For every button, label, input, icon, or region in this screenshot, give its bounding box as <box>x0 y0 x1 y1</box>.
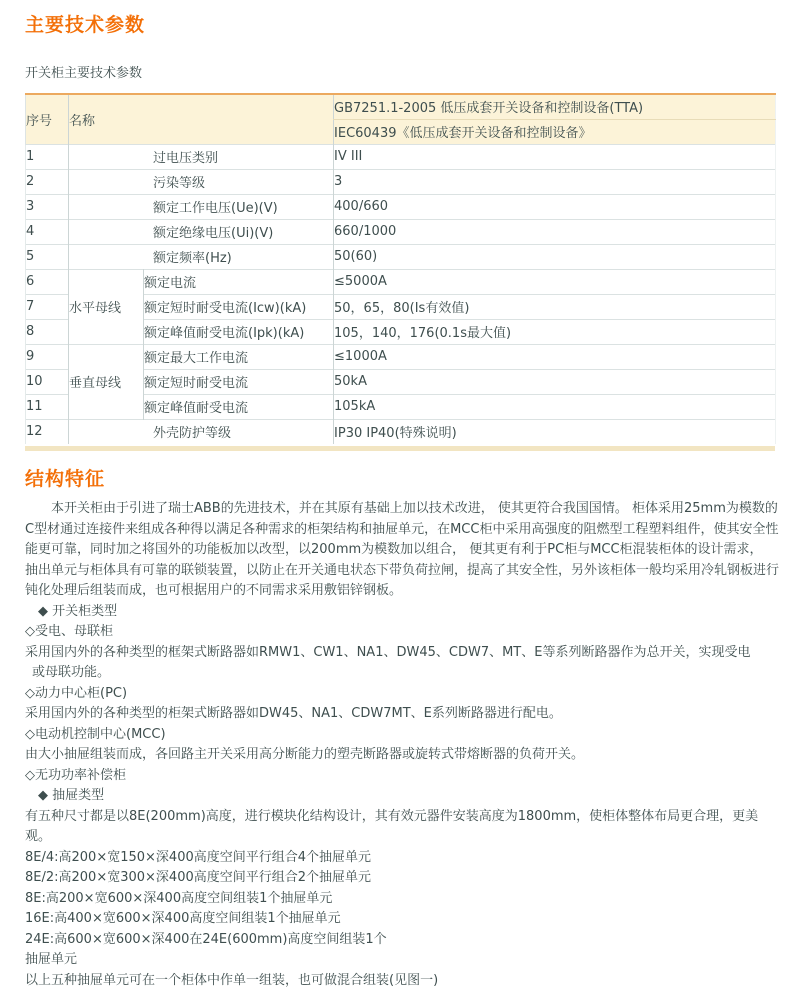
table-row <box>26 194 776 219</box>
page <box>0 14 800 991</box>
feature-line: 抽出单元与柜体具有可靠的联锁装置，以防止在开关通电状态下带负荷拉闸，提高了其安全性，另外该柜体一般均采用冷轧钢板进行 <box>25 562 780 578</box>
cell-no: 11 <box>26 394 69 419</box>
feature-line: 8E/2:高200×宽300×深400高度空间平行组合2个抽屉单元 <box>25 870 372 885</box>
cell-no: 12 <box>26 419 69 444</box>
feature-line: C型材通过连接件来组成各种得以满足各种需求的柜架结构和抽屉单元，在MCC柜中采用高强度的阻燃型工程塑料组件，使其安全性 <box>25 521 779 537</box>
cell-name: 额定最大工作电流 <box>144 344 334 369</box>
header-standard-iec: IEC60439《低压成套开关设备和控制设备》 <box>334 119 776 144</box>
cell-no: 7 <box>26 294 69 319</box>
table-body <box>26 144 776 444</box>
table-caption: 开关柜主要技术参数 <box>25 66 143 81</box>
header-no: 序号 <box>26 94 69 144</box>
feature-line: 以上五种抽屉单元可在一个柜体中作单一组装，也可做混合组装(见图一) <box>25 972 439 988</box>
cell-no: 10 <box>26 369 69 394</box>
cell-value: 660/1000 <box>334 219 776 244</box>
section2-title: 结构特征 <box>25 468 106 490</box>
cell-no: 6 <box>26 269 69 294</box>
feature-line: ◆ 开关柜类型 <box>38 603 118 619</box>
cell-value: ≤1000A <box>334 344 776 369</box>
cell-name: 额定峰值耐受电流(Ipk)(kA) <box>144 319 334 344</box>
feature-line: 16E:高400×宽600×深400高度空间组装1个抽屉单元 <box>25 911 341 926</box>
features-body <box>25 499 780 991</box>
cell-value: 400/660 <box>334 194 776 219</box>
cell-no: 8 <box>26 319 69 344</box>
cell-no: 5 <box>26 244 69 269</box>
feature-line: 由大小抽屉组装而成，各回路主开关采用高分断能力的塑壳断路器或旋转式带熔断器的负荷开关。 <box>25 747 585 762</box>
cell-value: 105kA <box>334 394 776 419</box>
cell-name: 污染等级 <box>69 169 334 194</box>
cell-no: 3 <box>26 194 69 219</box>
cell-no: 1 <box>26 144 69 169</box>
table-bottom-band <box>25 446 775 451</box>
feature-line: ◇无功功率补偿柜 <box>25 767 126 783</box>
cell-value: 3 <box>334 169 776 194</box>
section1-title: 主要技术参数 <box>25 14 146 36</box>
feature-line: 有五种尺寸都是以8E(200mm)高度，进行模块化结构设计，其有效元器件安装高度为1800mm，使柜体整体布局更合理，更美 <box>25 808 759 824</box>
cell-name: 额定绝缘电压(Ui)(V) <box>69 219 334 244</box>
feature-line: 能更可靠，同时加之将国外的功能板加以改型，以200mm为模数加以组合， 便其更有利于PC柜与MCC柜混装柜体的设计需求， <box>25 542 763 557</box>
params-table <box>25 93 776 444</box>
feature-line: 8E/4:高200×宽150×深400高度空间平行组合4个抽屉单元 <box>25 849 372 865</box>
feature-line: ◇电动机控制中心(MCC) <box>25 726 166 742</box>
feature-line: 采用国内外的各种类型的柜架式断路器如DW45、NA1、CDW7MT、E系列断路器进行配电。 <box>25 706 562 721</box>
table-row <box>26 269 776 294</box>
cell-name: 额定短时耐受电流 <box>144 369 334 394</box>
cell-no: 9 <box>26 344 69 369</box>
feature-line: 抽屉单元 <box>25 952 78 967</box>
cell-no: 4 <box>26 219 69 244</box>
cell-value: 50kA <box>334 369 776 394</box>
cell-group: 垂直母线 <box>69 344 144 419</box>
cell-value: ≤5000A <box>334 269 776 294</box>
feature-line: 采用国内外的各种类型的框架式断路器如RMW1、CW1、NA1、DW45、CDW7、MT、E等系列断路器作为总开关，实现受电 <box>25 644 751 660</box>
feature-line: ◇受电、母联柜 <box>25 624 113 639</box>
cell-name: 外壳防护等级 <box>69 419 334 444</box>
table-row <box>26 169 776 194</box>
table-row <box>26 344 776 369</box>
cell-name: 额定短时耐受电流(Icw)(kA) <box>144 294 334 319</box>
feature-line: 8E:高200×宽600×深400高度空间组装1个抽屉单元 <box>25 890 333 906</box>
feature-line: 钝化处理后组装而成，也可根据用户的不同需求采用敷铝锌钢板。 <box>25 583 403 598</box>
table-row <box>26 419 776 444</box>
cell-name: 额定峰值耐受电流 <box>144 394 334 419</box>
cell-value: IP30 IP40(特殊说明) <box>334 419 776 444</box>
feature-line: ◆ 抽屉类型 <box>38 788 105 803</box>
cell-name: 额定电流 <box>144 269 334 294</box>
feature-line: 观。 <box>25 829 52 844</box>
feature-line: 本开关柜由于引进了瑞士ABB的先进技术，并在其原有基础上加以技术改进， 使其更符合我国国情。 柜体采用25mm为模数的 <box>51 501 778 516</box>
cell-value: 50(60) <box>334 244 776 269</box>
table-row <box>26 244 776 269</box>
cell-name: 过电压类别 <box>69 144 334 169</box>
cell-value: 105，140，176(0.1s最大值) <box>334 319 776 344</box>
table-row <box>26 144 776 169</box>
cell-name: 额定工作电压(Ue)(V) <box>69 194 334 219</box>
table-row <box>26 219 776 244</box>
header-name: 名称 <box>69 94 334 144</box>
feature-line: ◇动力中心柜(PC) <box>25 685 128 701</box>
header-standard-gb: GB7251.1-2005 低压成套开关设备和控制设备(TTA) <box>334 94 776 119</box>
cell-name: 额定频率(Hz) <box>69 244 334 269</box>
cell-no: 2 <box>26 169 69 194</box>
cell-group: 水平母线 <box>69 269 144 344</box>
table-header <box>26 94 776 144</box>
feature-line: 24E:高600×宽600×深400在24E(600mm)高度空间组装1个 <box>25 931 387 947</box>
cell-value: 50，65，80(Is有效值) <box>334 294 776 319</box>
cell-value: IV III <box>334 144 776 169</box>
feature-line: 或母联功能。 <box>32 665 111 680</box>
